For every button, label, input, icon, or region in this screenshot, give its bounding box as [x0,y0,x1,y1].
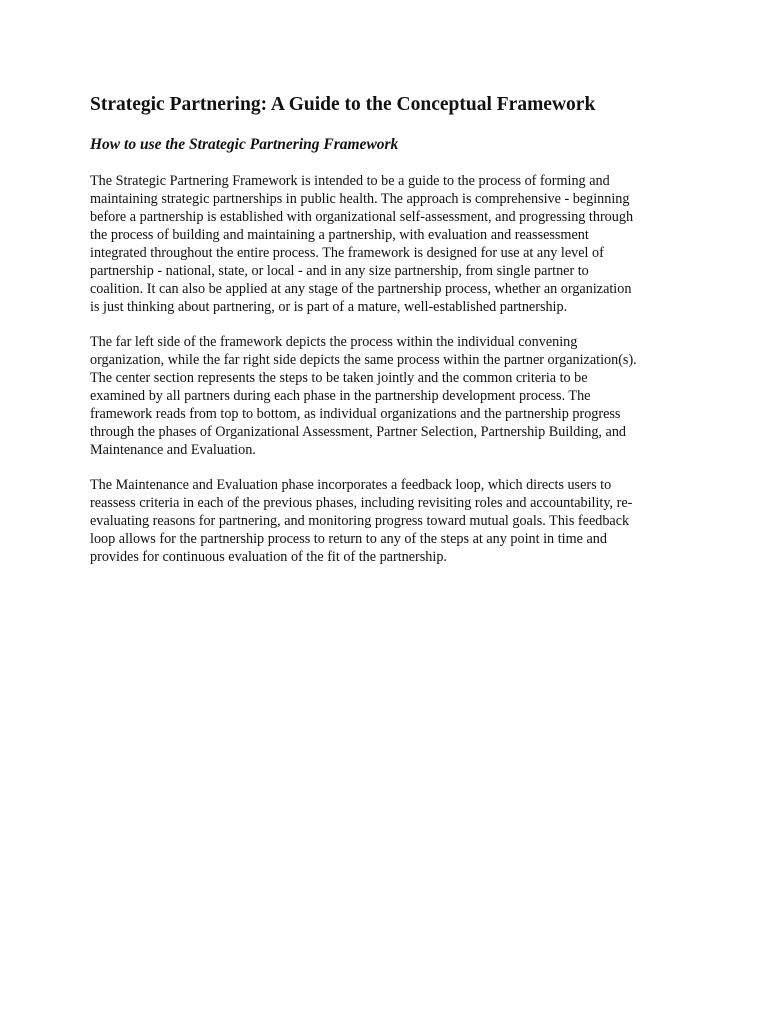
paragraph-1 [90,172,680,316]
paragraph-line: The center section represents the steps to be taken jointly and the common criteria to be [90,370,588,386]
paragraph-line: through the phases of Organizational Assessment, Partner Selection, Partnership Building, and [90,424,627,440]
paragraph-line: loop allows for the partnership process to return to any of the steps at any point in time and [90,531,607,547]
paragraph-line: coalition. It can also be applied at any stage of the partnership process, whether an organization [90,281,632,297]
paragraph-line: evaluating reasons for partnering, and monitoring progress toward mutual goals. This feedback [90,513,630,529]
paragraph-line: partnership - national, state, or local - and in any size partnership, from single partner to [90,263,589,279]
paragraph-line: reassess criteria in each of the previous phases, including revisiting roles and accountability, re- [90,495,633,511]
document-title: Strategic Partnering: A Guide to the Conceptual Framework [90,94,596,115]
paragraph-line: is just thinking about partnering, or is part of a mature, well-established partnership. [90,299,568,315]
paragraph-line: integrated throughout the entire process. The framework is designed for use at any level of [90,245,604,261]
paragraph-3 [90,476,680,566]
paragraph-line: examined by all partners during each phase in the partnership development process. The [90,388,591,404]
paragraph-line: maintaining strategic partnerships in public health. The approach is comprehensive - beginning [90,191,630,207]
paragraph-line: provides for continuous evaluation of the fit of the partnership. [90,549,447,565]
section-heading: How to use the Strategic Partnering Framework [90,136,399,153]
paragraph-line: The Maintenance and Evaluation phase incorporates a feedback loop, which directs users to [90,477,612,493]
paragraph-2 [90,333,680,459]
paragraph-line: framework reads from top to bottom, as individual organizations and the partnership progress [90,406,621,422]
paragraph-line: The far left side of the framework depicts the process within the individual convening [90,334,578,350]
paragraph-line: Maintenance and Evaluation. [90,442,256,458]
paragraph-line: The Strategic Partnering Framework is intended to be a guide to the process of forming and [90,173,610,189]
paragraph-line: organization, while the far right side depicts the same process within the partner organization(s). [90,352,637,368]
paragraph-line: the process of building and maintaining a partnership, with evaluation and reassessment [90,227,589,243]
paragraph-line: before a partnership is established with organizational self-assessment, and progressing through [90,209,634,225]
